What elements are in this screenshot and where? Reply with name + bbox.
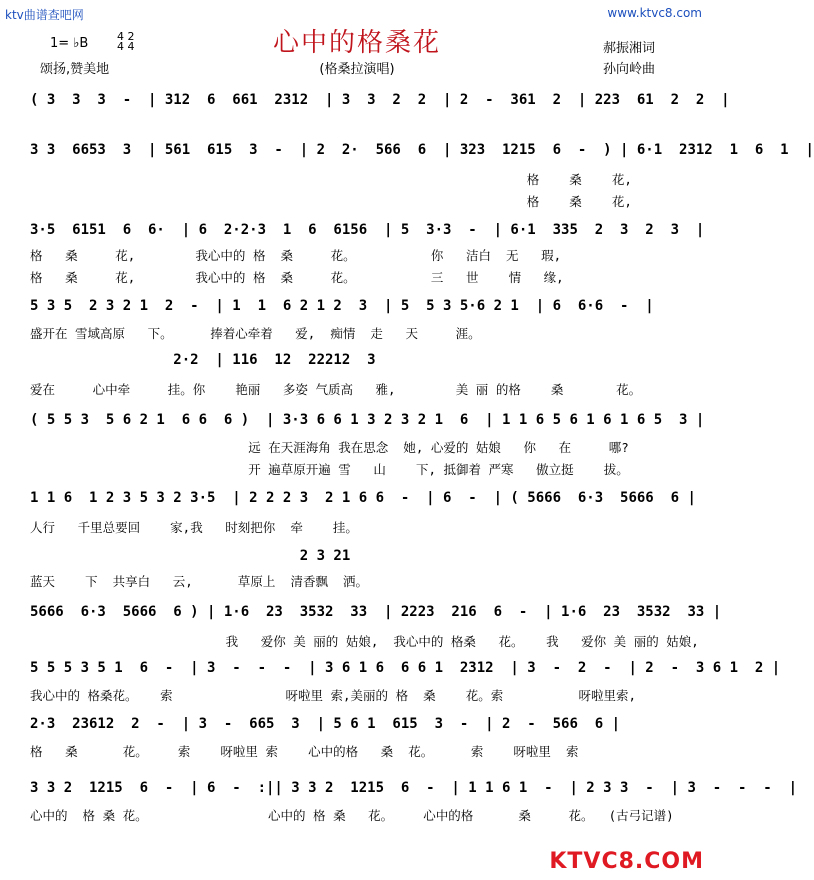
lyric-row: 格 桑 花, 我心中的 格 桑 花。 三 世 情 缘, (30, 270, 564, 285)
key-signature: 1= ♭B (50, 36, 89, 51)
notation-row: 5 5 5 3 5 1 6 - | 3 - - - | 3 6 1 6 6 6 1 2312 | 3 - 2 - | 2 - 3 6 1 2 | (30, 660, 781, 676)
notation-row: 3 3 2 1215 6 - | 6 - :|| 3 3 2 1215 6 - | 1 1 6 1 - | 2 3 3 - | 3 - - - | (30, 780, 798, 796)
song-title: 心中的格桑花 (272, 28, 441, 58)
lyric-row: 盛开在 雪域高原 下。 捧着心牵着 爱, 痴情 走 天 涯。 (30, 326, 481, 341)
lyric-row: 我心中的 格桑花。 索 呀啦里 索,美丽的 格 桑 花。索 呀啦里索, (30, 688, 637, 703)
notation-row: 3·5 6151 6 6· | 6 2·2·3 1 6 6156 | 5 3·3 - | 6·1 335 2 3 2 3 | (30, 222, 705, 238)
notation-row: 1 1 6 1 2 3 5 3 2 3·5 | 2 2 2 3 2 1 6 6 - | 6 - | ( 5666 6·3 5666 6 | (30, 490, 696, 506)
lyricist-credit: 郝振湘词 (603, 41, 656, 56)
watermark-left: ktv曲谱查吧网 (5, 8, 84, 22)
notation-row: 2 3 21 (30, 548, 351, 564)
notation-row: ( 5 5 3 5 6 2 1 6 6 6 ) | 3·3 6 6 1 3 2 3 2 1 6 | 1 1 6 5 6 1 6 1 6 5 3 | (30, 412, 705, 428)
meter-bottom: 4 4 (117, 40, 135, 53)
lyric-row: 格 桑 花。 索 呀啦里 索 心中的格 桑 花。 索 呀啦里 索 (30, 744, 579, 759)
lyric-row: 格 桑 花, (30, 194, 632, 209)
notation-row: 2·3 23612 2 - | 3 - 665 3 | 5 6 1 615 3 - | 2 - 566 6 | (30, 716, 621, 732)
lyric-row: 格 桑 花, 我心中的 格 桑 花。 你 洁白 无 瑕, (30, 248, 562, 263)
notation-row: 3 3 6653 3 | 561 615 3 - | 2 2· 566 6 | 323 1215 6 - ) | 6·1 2312 1 6 1 | (30, 142, 814, 158)
lyric-row: 人行 千里总要回 家,我 时刻把你 牵 挂。 (30, 520, 358, 535)
notation-row: 5666 6·3 5666 6 ) | 1·6 23 3532 33 | 2223 216 6 - | 1·6 23 3532 33 | (30, 604, 722, 620)
lyric-row: 我 爱你 美 丽的 姑娘, 我心中的 格桑 花。 我 爱你 美 丽的 姑娘, (30, 634, 699, 649)
composer-credit: 孙向岭曲 (603, 62, 656, 77)
lyric-row: 格 桑 花, (30, 172, 632, 187)
lyric-row: 开 遍草原开遍 雪 山 下, 抵御着 严寒 傲立挺 拔。 (30, 462, 629, 477)
lyric-row: 心中的 格 桑 花。 心中的 格 桑 花。 心中的格 桑 花。 (古弓记谱) (30, 808, 674, 823)
lyric-row: 蓝天 下 共享白 云, 草原上 清香飘 洒。 (30, 574, 369, 589)
time-signature (117, 32, 135, 52)
notation-row: 5 3 5 2 3 2 1 2 - | 1 1 6 2 1 2 3 | 5 5 3 5·6 2 1 | 6 6·6 - | (30, 298, 654, 314)
watermark-right: www.ktvc8.com (607, 6, 702, 20)
meter-top: 4 2 (117, 30, 135, 43)
singer-credit: (格桑拉演唱) (319, 62, 395, 77)
lyric-row: 爱在 心中牵 挂。你 艳丽 多姿 气质高 雅, 美 丽 的格 桑 花。 (30, 382, 642, 397)
notation-row: ( 3 3 3 - | 312 6 661 2312 | 3 3 2 2 | 2 - 361 2 | 223 61 2 2 | (30, 92, 730, 108)
lyric-row: 远 在天涯海角 我在思念 她, 心爱的 姑娘 你 在 哪? (30, 440, 629, 455)
site-logo: KTVC8.COM (549, 849, 704, 874)
notation-row: 2·2 | 116 12 22212 3 (30, 352, 376, 368)
performance-style: 颂扬,赞美地 (40, 62, 110, 77)
